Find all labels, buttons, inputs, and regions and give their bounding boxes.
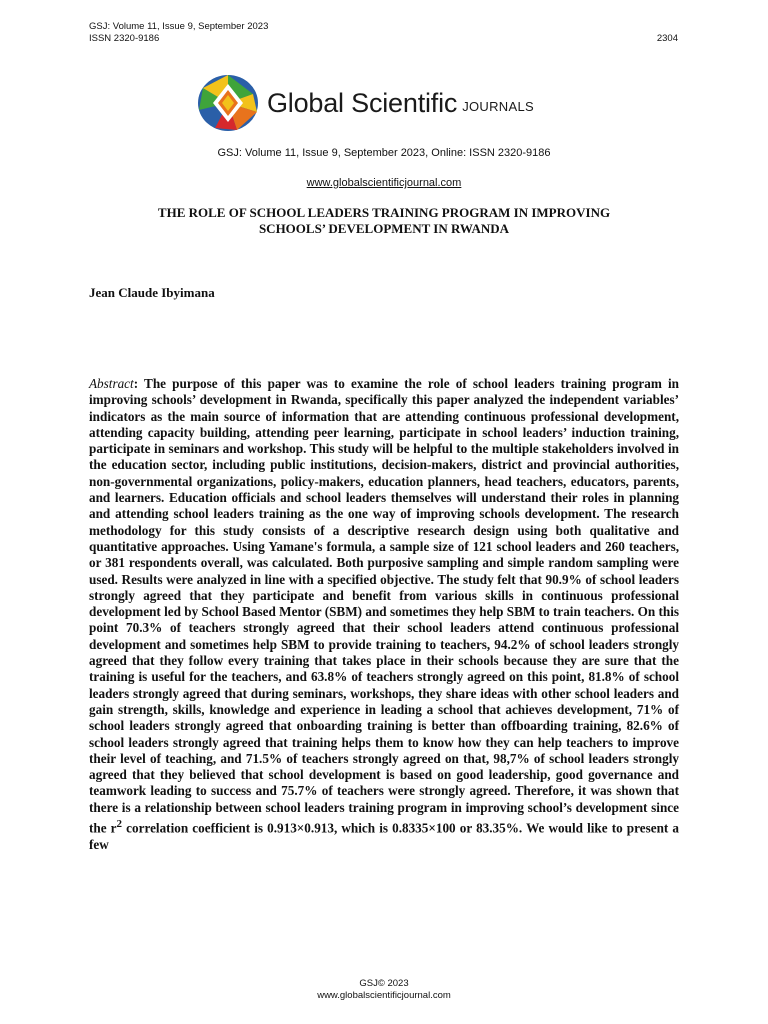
author-name: Jean Claude Ibyimana	[89, 285, 215, 300]
journal-website-link[interactable]	[0, 177, 768, 189]
title-line-1: THE ROLE OF SCHOOL LEADERS TRAINING PROGRAM IN IMPROVING	[157, 205, 611, 220]
abstract-text-continued: correlation coefficient is 0.913×0.913, which is 0.8335×100 or 83.35%. We would like to present a few	[89, 820, 679, 852]
brand-subtitle: JOURNALS	[462, 98, 534, 114]
page-footer	[0, 978, 768, 1002]
running-header	[89, 21, 268, 45]
abstract-paragraph	[89, 376, 679, 853]
journal-info-line: GSJ: Volume 11, Issue 9, September 2023, Online: ISSN 2320-9186	[217, 147, 551, 159]
title-line-2: SCHOOLS’ DEVELOPMENT IN RWANDA	[258, 221, 510, 236]
journal-volume-line: GSJ: Volume 11, Issue 9, September 2023	[89, 21, 269, 32]
page-number: 2304	[656, 33, 678, 44]
paper-title	[89, 205, 679, 237]
superscript: 2	[116, 818, 123, 831]
brand-name: Global Scientific	[267, 87, 458, 118]
footer-copyright: GSJ© 2023	[359, 978, 409, 989]
website-text[interactable]: www.globalscientificjournal.com	[306, 177, 462, 189]
footer-website[interactable]: www.globalscientificjournal.com	[317, 990, 451, 1001]
abstract-text: : The purpose of this paper was to examine the role of school leaders training program in improving schools’ development in Rwanda, specifically this paper analyzed the independent variables’ indicators as the main source of information that are attending continuous professional development, attending capacity building, attending peer learning, participate in school leaders’ induction training, participate in seminars and workshop. This study will be helpful to the multiple stakeholders involved in the education sector, including public institutions, decision-makers, district and provincial authorities, non-governmental organizations, policy-makers, education planners, head teachers, educators, parents, and learners. Education officials and school leaders themselves will understand their roles in planning and attending school leaders training as the one way of improving schools development. The research methodology for this study consists of a descriptive research design using both qualitative and quantitative approaches. Using Yamane's formula, a sample size of 121 school leaders and 260 teachers, or 381 respondents overall, was calculated. Both purposive sampling and simple random sampling were used. Results were analyzed in line with a specified objective. The study felt that 90.9% of school leaders strongly agreed that they participate and benefit from various skills in continuous professional development led by School Based Mentor (SBM) and sometimes they help SBM to train teachers. On this point 70.3% of teachers strongly agreed that their school leaders attend continuous professional development and sometimes help SBM to provide training to teachers, 94.2% of school leaders strongly agreed that they follow every training that takes place in their schools because they are sure that the training is useful for the teachers, and 63.8% of teachers strongly agreed on this point, 81.8% of school leaders strongly agreed that during seminars, workshops, they share ideas with other school leaders and gain strength, skills, knowledge and experience in leading a school that achieves development, 71% of school leaders strongly agreed that onboarding training is better than offboarding training, 82.6% of school leaders strongly agreed that training helps them to know how they can help teachers to improve their level of teaching, and 71.5% of teachers strongly agreed on that, 98,7% of school leaders strongly agreed that they believed that school development is based on good leadership, good governance and teamwork leading to success and 75.7% of teachers were strongly agreed. Therefore, it was shown that there is a relationship between school leaders training program in improving school’s development since the r	[89, 376, 679, 836]
globe-logo-icon	[197, 74, 259, 132]
abstract-label: Abstract	[89, 376, 134, 391]
issn-line: ISSN 2320-9186	[89, 33, 160, 44]
journal-logo	[197, 74, 534, 132]
